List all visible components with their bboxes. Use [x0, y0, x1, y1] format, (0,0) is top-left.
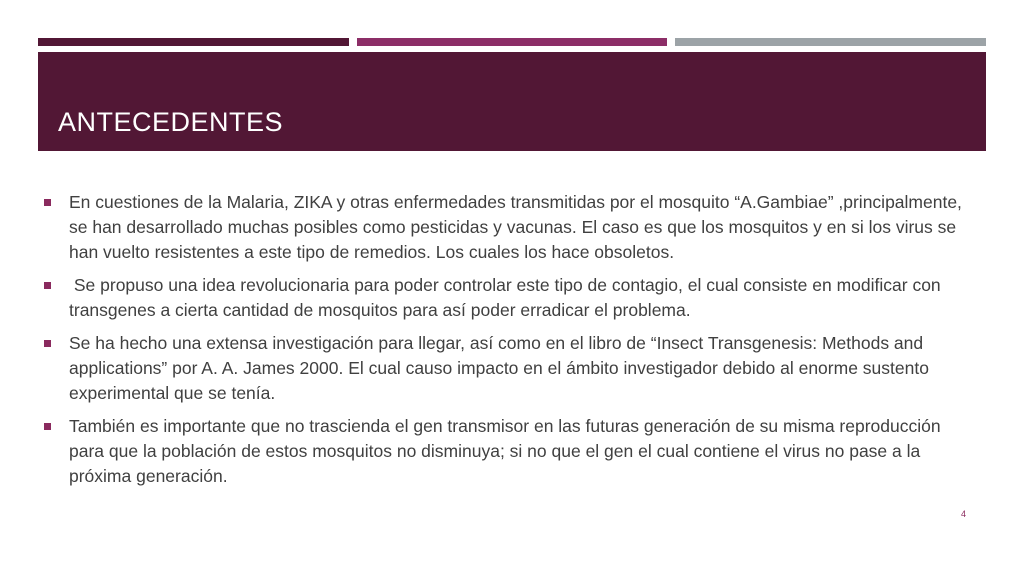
- list-item: [44, 331, 964, 406]
- bullet-list: [44, 190, 964, 497]
- accent-bar-dark: [38, 38, 349, 46]
- square-bullet-icon: [44, 423, 51, 430]
- square-bullet-icon: [44, 340, 51, 347]
- list-item: [44, 190, 964, 265]
- bullet-text: Se propuso una idea revolucionaria para poder controlar este tipo de contagio, el cual consiste en modificar con transgenes a cierta cantidad de mosquitos para así poder erradicar el problema.: [69, 275, 946, 320]
- accent-bar-magenta: [357, 38, 667, 46]
- title-band: [38, 52, 986, 151]
- list-item: [44, 414, 964, 489]
- bullet-text: También es importante que no trascienda el gen transmisor en las futuras generación de su misma reproducción para que la población de estos mosquitos no disminuya; si no que el gen el cual contiene el virus no pase a la próxima generación.: [69, 416, 941, 486]
- list-item: [44, 273, 964, 323]
- slide-number: 4: [961, 509, 967, 519]
- accent-bar-gray: [675, 38, 986, 46]
- square-bullet-icon: [44, 282, 51, 289]
- square-bullet-icon: [44, 199, 51, 206]
- bullet-text: Se ha hecho una extensa investigación para llegar, así como en el libro de “Insect Transgenesis: Methods and applications” por A. A. James 2000. El cual causo impacto en el ámbito investigador debido al enorme sustento experimental que se tenía.: [69, 333, 929, 403]
- slide-title: ANTECEDENTES: [58, 107, 284, 137]
- bullet-text: En cuestiones de la Malaria, ZIKA y otras enfermedades transmitidas por el mosquito “A.Gambiae” ,principalmente, se han desarrollado muchas posibles como pesticidas y vacunas. El caso es que los mosquitos y en si los virus se han vuelto resistentes a este tipo de remedios. Los cuales los hace obsoletos.: [69, 192, 962, 262]
